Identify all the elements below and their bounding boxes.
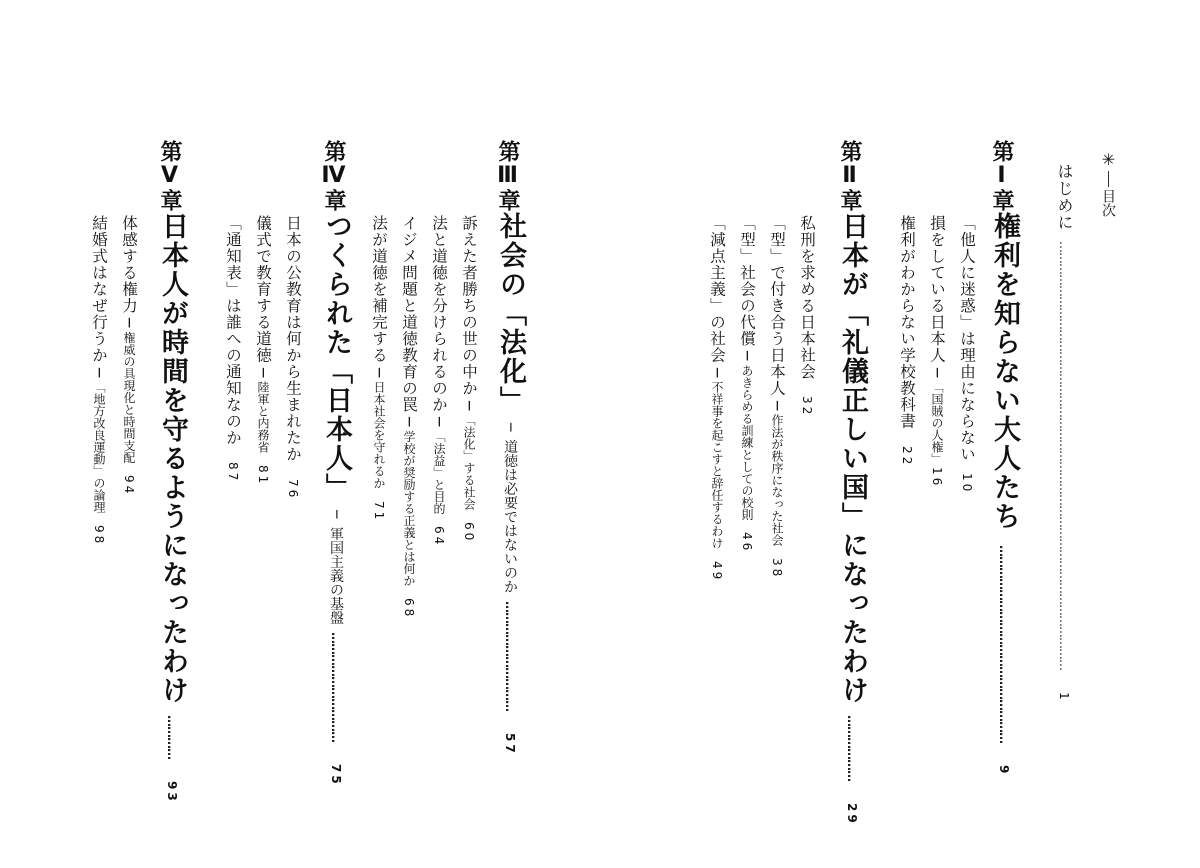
toc-heading: 目次 (1100, 189, 1116, 217)
section-2-3-sub: あきらめる訓練としての校則 (740, 364, 754, 521)
chapter-3-title: 社会の「法化」 (495, 212, 526, 415)
section-3-4[interactable] (371, 215, 387, 522)
section-2-2[interactable] (769, 215, 785, 579)
section-3-3-dash: ─ (400, 417, 418, 427)
section-4-2-sub: 陸軍と内務省 (256, 380, 270, 453)
section-4-3-page: 87 (226, 462, 240, 484)
section-2-3-title: 「型」社会の代償 (738, 215, 756, 347)
section-3-2-sub: 「法益」と目的 (432, 430, 446, 515)
section-2-3-page: 46 (740, 532, 754, 554)
section-3-2-dash: ─ (430, 417, 448, 427)
chapter-3-dash: ─ (502, 423, 518, 432)
section-2-2-dash: ─ (768, 400, 786, 410)
chapter-1-label: 第Ⅰ章 (989, 140, 1014, 212)
section-3-1[interactable] (461, 215, 477, 543)
chapter-1-title-entry[interactable] (991, 212, 1018, 776)
section-4-2-title: 儀式で教育する道徳 (254, 215, 272, 364)
chapter-4-title: つくられた「日本人」 (321, 212, 352, 502)
section-5-2-page: 98 (92, 524, 106, 547)
section-2-4-page: 49 (710, 560, 724, 583)
section-5-1-page: 94 (122, 475, 136, 497)
intro-page: 1 (1057, 692, 1071, 703)
chapter-3-title-entry[interactable] (497, 212, 524, 756)
section-1-1[interactable] (959, 215, 975, 494)
section-5-1-dash: ─ (120, 318, 138, 328)
section-1-3-page: 22 (900, 445, 914, 467)
section-5-2-sub: 「地方改良運動」の論理 (92, 380, 106, 513)
section-4-1[interactable] (285, 215, 301, 500)
section-3-1-dash: ─ (460, 400, 478, 410)
section-3-1-sub: 「法化」する社会 (462, 413, 476, 510)
section-2-3[interactable] (739, 215, 755, 554)
section-5-1-title: 体感する権力 (120, 215, 138, 314)
section-2-1[interactable] (799, 215, 815, 417)
section-3-1-title: 訴えた者勝ちの世の中か (460, 215, 478, 397)
section-4-2[interactable] (255, 215, 271, 486)
intro-leader: ……………………………………………………………………………………………………… (1057, 241, 1071, 670)
chapter-5-title: 日本人が時間を守るようになったわけ (157, 212, 188, 705)
chapter-5-title-entry[interactable] (159, 212, 186, 804)
section-3-3-sub: 学校が奨励する正義とは何か (402, 430, 416, 587)
section-3-2-title: 法と道徳を分けられるのか (430, 215, 448, 413)
section-3-4-dash: ─ (370, 367, 388, 377)
section-4-2-page: 81 (256, 464, 270, 487)
section-1-2-dash: ─ (928, 367, 946, 377)
asterisk-icon: ✳ (1099, 150, 1118, 169)
section-1-3[interactable] (899, 215, 915, 467)
section-2-4-dash: ─ (708, 367, 726, 377)
chapter-5-leader: ………… (165, 715, 179, 759)
chapter-3-page: 57 (503, 733, 517, 757)
section-4-3[interactable] (225, 215, 241, 483)
section-1-2[interactable] (929, 215, 945, 488)
section-1-2-sub: 「国賊の人権」 (930, 380, 944, 465)
section-2-2-page: 38 (770, 557, 784, 580)
chapter-1-leader: ……………………………………………… (997, 545, 1011, 743)
chapter-3-label: 第Ⅲ章 (495, 140, 520, 212)
section-3-2[interactable] (431, 215, 447, 548)
chapter-2-leader: ……………… (845, 715, 859, 781)
section-2-3-dash: ─ (738, 351, 756, 361)
chapter-4-page: 75 (329, 764, 343, 788)
section-3-2-page: 64 (432, 526, 446, 548)
chapter-4-title-entry[interactable] (323, 212, 350, 787)
chapter-2-title: 日本が「礼儀正しい国」になったわけ (837, 212, 868, 705)
chapter-2-title-entry[interactable] (839, 212, 866, 826)
chapter-4-dash: ─ (328, 510, 344, 519)
section-2-2-sub: 作法が秩序になった社会 (770, 413, 784, 546)
section-5-1-sub: 権威の具現化と時間支配 (122, 331, 136, 464)
chapter-3-leader: ………………………… (503, 601, 517, 712)
section-5-2-title: 結婚式はなぜ行うか (90, 215, 108, 364)
chapter-2-label: 第Ⅱ章 (837, 140, 862, 212)
section-4-3-title: 「通知表」は誰への通知なのか (224, 215, 242, 446)
chapter-1-page: 9 (997, 765, 1011, 777)
chapter-3-subtitle: 道徳は必要ではないのか (502, 439, 518, 594)
section-3-3[interactable] (401, 215, 417, 620)
section-1-3-title: 権利がわからない学校教科書 (898, 215, 916, 430)
section-3-4-title: 法が道徳を補完する (370, 215, 388, 364)
chapter-5-page: 93 (165, 781, 179, 804)
section-5-2-dash: ─ (90, 367, 108, 377)
section-2-4-title: 「減点主義」の社会 (708, 215, 726, 364)
chapter-5-label: 第Ⅴ章 (157, 140, 182, 212)
section-4-2-dash: ─ (254, 367, 272, 377)
section-4-1-title: 日本の公教育は何から生まれたか (284, 215, 302, 463)
section-3-4-page: 71 (372, 500, 386, 523)
section-4-1-page: 76 (286, 478, 300, 500)
section-1-1-page: 10 (960, 472, 974, 494)
section-2-4-sub: 不祥事を起こすと辞任するわけ (710, 380, 724, 549)
section-3-3-page: 68 (402, 598, 416, 620)
chapter-4-subtitle: 軍国主義の基盤 (328, 526, 344, 625)
section-5-1[interactable] (121, 215, 137, 497)
section-1-2-page: 16 (930, 466, 944, 489)
section-2-1-title: 私刑を求める日本社会 (798, 215, 816, 380)
toc-header (1100, 150, 1116, 217)
section-2-4[interactable] (709, 215, 725, 582)
chapter-4-label: 第Ⅳ章 (321, 140, 346, 212)
section-3-4-sub: 日本社会を守れるか (372, 380, 386, 489)
section-2-2-title: 「型」で付き合う日本人 (768, 215, 786, 397)
section-5-2[interactable] (91, 215, 107, 546)
intro-entry[interactable] (1056, 163, 1072, 703)
section-1-2-title: 損をしている日本人 (928, 215, 946, 364)
intro-label: はじめに (1055, 163, 1074, 231)
section-2-1-page: 32 (800, 396, 814, 418)
section-3-1-page: 60 (462, 521, 476, 544)
header-rule (1108, 171, 1109, 187)
chapter-2-page: 29 (845, 803, 859, 826)
section-1-1-title: 「他人に迷惑」は理由にならない (958, 215, 976, 463)
chapter-4-leader: ………………………… (329, 632, 343, 743)
chapter-1-title: 権利を知らない大人たち (989, 212, 1020, 531)
section-3-3-title: イジメ問題と道徳教育の罠 (400, 215, 418, 413)
